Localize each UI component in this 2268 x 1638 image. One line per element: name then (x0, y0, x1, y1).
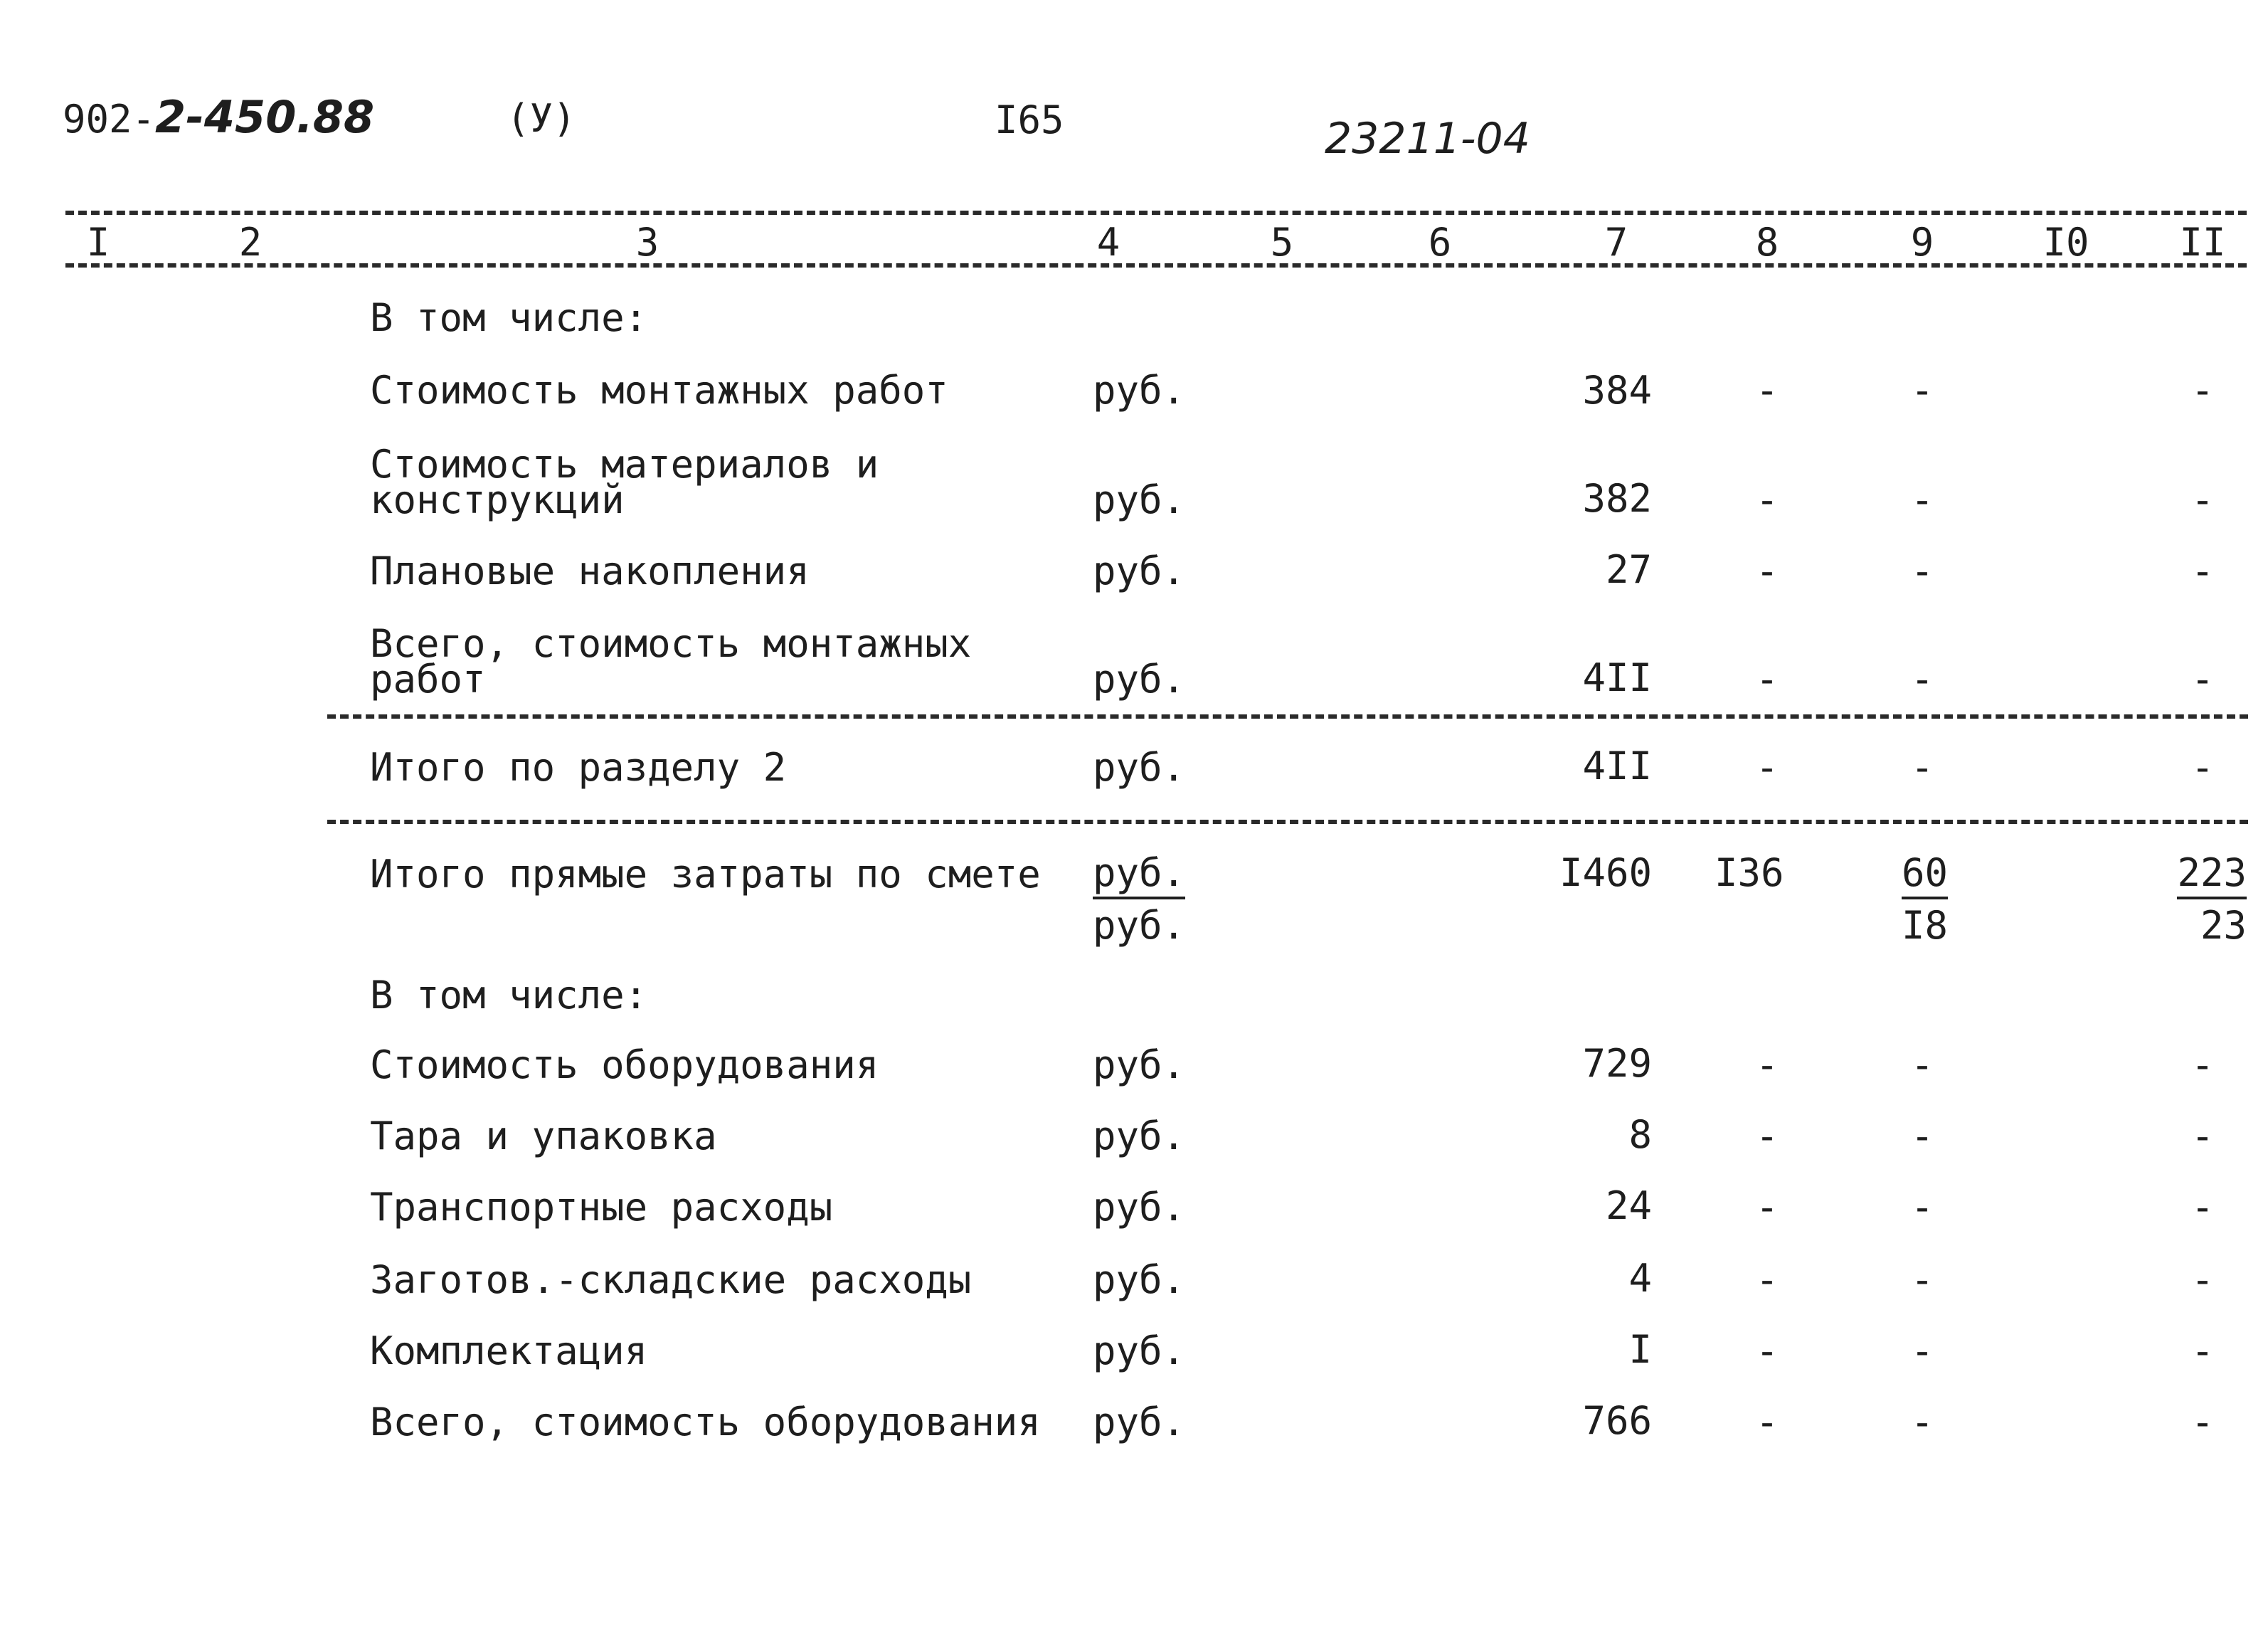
page-number: I65 (995, 97, 1064, 142)
direct-costs-col11-bottom: 23 (2200, 903, 2247, 948)
direct-costs-col9-top (1870, 850, 1948, 895)
column-header-6: 6 (1428, 220, 1452, 265)
row-col8: - (1755, 1114, 1779, 1158)
section-total-name: Итого по разделу 2 (370, 745, 787, 790)
row-col7: 384 (1582, 368, 1652, 413)
column-header-4: 4 (1096, 220, 1120, 265)
document-mark: (У) (507, 96, 576, 141)
row-col8: - (1755, 1185, 1779, 1230)
direct-costs-col9-bottom: I8 (1901, 903, 1948, 948)
row-col9: - (1910, 1114, 1934, 1158)
row-col8: - (1755, 1257, 1779, 1302)
row-col7: 766 (1582, 1398, 1652, 1443)
section-total-col11: - (2190, 745, 2215, 790)
row-unit: руб. (1093, 368, 1186, 413)
row-col11: - (2190, 549, 2215, 593)
row-col7: 4II (1582, 655, 1652, 700)
row-col9: - (1910, 368, 1934, 413)
column-header-8: 8 (1755, 220, 1779, 265)
direct-costs-col9-top-text: 60 (1902, 850, 1948, 899)
row-unit: руб. (1093, 657, 1186, 702)
column-header-1: I (86, 220, 110, 265)
direct-costs-col8: I36 (1715, 850, 1784, 895)
row-col7: 4 (1628, 1256, 1652, 1301)
row-name: Плановые накопления (370, 549, 810, 593)
document-code (63, 91, 375, 143)
column-header-2: 2 (238, 220, 263, 265)
row-col9: - (1910, 477, 1934, 522)
row-col7: 24 (1605, 1183, 1652, 1228)
row-col9: - (1910, 657, 1934, 702)
row-name: Комплектация (370, 1328, 648, 1373)
row-name-line1: Всего, стоимость монтажных (370, 621, 972, 666)
row-col11: - (2190, 1185, 2215, 1230)
row-col11: - (2190, 1114, 2215, 1158)
row-col7: 729 (1582, 1041, 1652, 1086)
row-col7: 382 (1582, 476, 1652, 521)
row-col8: - (1755, 549, 1779, 593)
row-col9: - (1910, 1042, 1934, 1087)
row-unit: руб. (1093, 1400, 1186, 1444)
section-total-col7: 4II (1582, 744, 1652, 788)
row-col11: - (2190, 1400, 2215, 1444)
section2-heading: В том числе: (370, 973, 648, 1018)
row-col11: - (2190, 1257, 2215, 1302)
row-unit: руб. (1093, 1257, 1186, 1302)
row-col9: - (1910, 1185, 1934, 1230)
direct-costs-unit-bottom: руб. (1093, 903, 1186, 948)
row-col11: - (2190, 368, 2215, 413)
column-header-9: 9 (1910, 220, 1934, 265)
column-header-3: 3 (635, 220, 659, 265)
section-total-col8: - (1755, 745, 1779, 790)
column-header-5: 5 (1270, 220, 1294, 265)
column-header-11: II (2179, 220, 2226, 265)
row-unit: руб. (1093, 549, 1186, 593)
section-divider-line (327, 714, 2248, 719)
row-name: Транспортные расходы (370, 1185, 833, 1230)
row-unit: руб. (1093, 1042, 1186, 1087)
row-name-line2: конструкций (370, 477, 625, 522)
row-unit: руб. (1093, 1114, 1186, 1158)
row-col8: - (1755, 657, 1779, 702)
row-unit: руб. (1093, 1185, 1186, 1230)
document-code-handwritten: 2-450.88 (155, 91, 375, 143)
direct-costs-col11-top (2139, 850, 2247, 895)
row-col9: - (1910, 1328, 1934, 1373)
row-name: Стоимость оборудования (370, 1042, 879, 1087)
column-header-10: I0 (2042, 220, 2089, 265)
row-col8: - (1755, 1328, 1779, 1373)
row-col9: - (1910, 1400, 1934, 1444)
direct-costs-name: Итого прямые затраты по смете (370, 852, 1041, 897)
row-name: Тара и упаковка (370, 1114, 717, 1158)
direct-costs-unit-top (1093, 850, 1186, 895)
direct-costs-col11-top-text: 223 (2177, 850, 2247, 899)
row-col8: - (1755, 368, 1779, 413)
row-col7: I (1628, 1327, 1652, 1372)
row-col8: - (1755, 477, 1779, 522)
row-col11: - (2190, 1042, 2215, 1087)
section-total-divider-line (327, 820, 2248, 824)
row-name: Всего, стоимость оборудования (370, 1400, 1041, 1444)
row-col11: - (2190, 1328, 2215, 1373)
row-col8: - (1755, 1042, 1779, 1087)
row-col7: 27 (1605, 547, 1652, 592)
header-top-dashed-line (65, 211, 2247, 215)
row-col9: - (1910, 1257, 1934, 1302)
row-name-line2: работ (370, 657, 486, 702)
column-header-7: 7 (1604, 220, 1628, 265)
row-col7: 8 (1628, 1112, 1652, 1157)
row-unit: руб. (1093, 477, 1186, 522)
row-name: Заготов.-складские расходы (370, 1257, 972, 1302)
section1-heading: В том числе: (370, 295, 648, 340)
row-col11: - (2190, 477, 2215, 522)
row-col9: - (1910, 549, 1934, 593)
direct-costs-col7: I460 (1559, 850, 1652, 895)
row-col8: - (1755, 1400, 1779, 1444)
row-name: Стоимость монтажных работ (370, 368, 948, 413)
document-code-prefix: 902- (63, 97, 156, 142)
direct-costs-unit-top-text: руб. (1093, 850, 1185, 899)
row-name-line1: Стоимость материалов и (370, 442, 879, 487)
section-total-unit: руб. (1093, 745, 1186, 790)
section-total-col9: - (1910, 745, 1934, 790)
inventory-number: 23211-04 (1325, 114, 1530, 164)
row-unit: руб. (1093, 1328, 1186, 1373)
row-col11: - (2190, 657, 2215, 702)
